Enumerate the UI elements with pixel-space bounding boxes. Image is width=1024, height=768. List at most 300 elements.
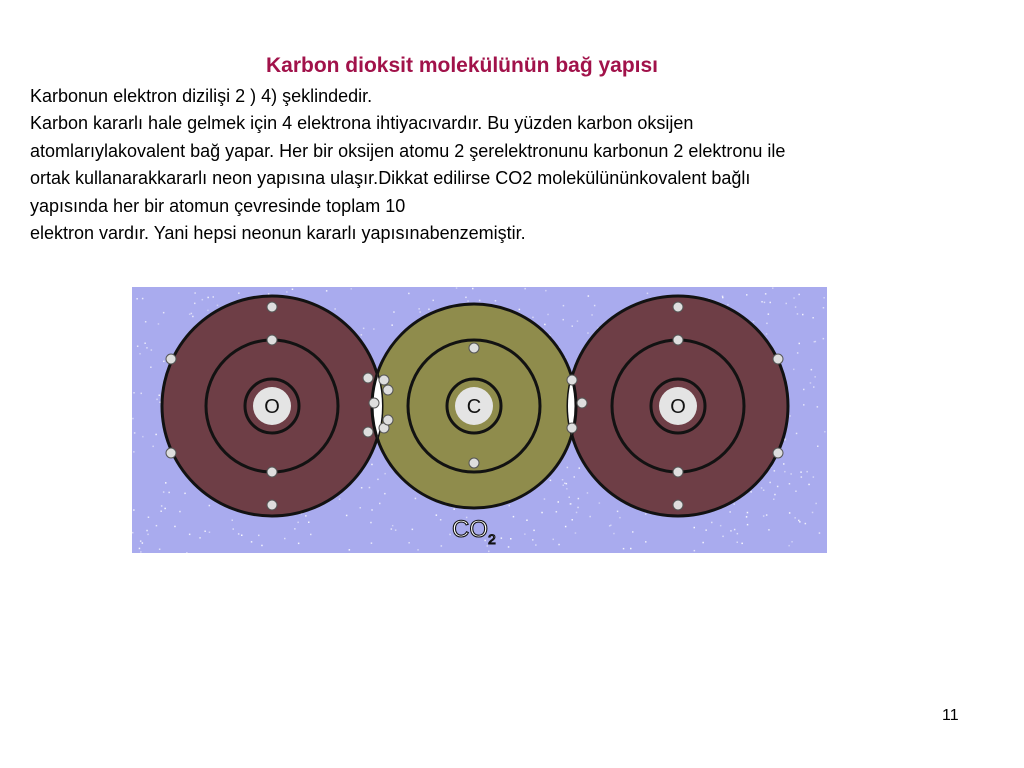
speckle-dot (587, 492, 589, 494)
speckle-dot (784, 471, 786, 473)
speckle-dot (286, 291, 288, 293)
speckle-dot (371, 509, 373, 511)
speckle-dot (146, 530, 148, 532)
speckle-dot (199, 537, 201, 539)
speckle-dot (761, 301, 763, 303)
speckle-dot (524, 533, 526, 535)
speckle-dot (194, 303, 196, 305)
electron-dot (673, 500, 683, 510)
speckle-dot (802, 314, 804, 316)
speckle-dot (550, 480, 552, 482)
speckle-dot (297, 522, 299, 524)
speckle-dot (163, 491, 165, 493)
speckle-dot (800, 471, 802, 473)
slide-title: Karbon dioksit molekülünün bağ yapısı (265, 54, 659, 77)
speckle-dot (547, 314, 549, 316)
speckle-dot (824, 431, 826, 433)
speckle-dot (133, 451, 135, 453)
speckle-dot (796, 433, 798, 435)
electron-dot (567, 423, 577, 433)
speckle-dot (789, 483, 791, 485)
speckle-dot (799, 343, 801, 345)
speckle-dot (436, 514, 438, 516)
speckle-dot (545, 290, 547, 292)
speckle-dot (812, 512, 814, 514)
electron-dot (469, 458, 479, 468)
speckle-dot (384, 473, 386, 475)
speckle-dot (791, 541, 793, 543)
speckle-dot (408, 293, 410, 295)
speckle-dot (155, 434, 157, 436)
speckle-dot (526, 520, 528, 522)
speckle-dot (142, 298, 144, 300)
speckle-dot (379, 503, 381, 505)
electron-dot (567, 375, 577, 385)
speckle-dot (186, 552, 188, 553)
speckle-dot (164, 508, 166, 510)
speckle-dot (142, 542, 144, 544)
speckle-dot (591, 314, 593, 316)
speckle-dot (204, 531, 206, 533)
speckle-dot (363, 328, 365, 330)
speckle-dot (133, 392, 135, 394)
speckle-dot (795, 491, 797, 493)
speckle-dot (159, 395, 161, 397)
speckle-dot (722, 536, 724, 538)
speckle-dot (790, 473, 792, 475)
speckle-dot (777, 486, 779, 488)
speckle-dot (746, 516, 748, 518)
speckle-dot (819, 532, 821, 534)
speckle-dot (472, 288, 474, 290)
electron-dot (267, 500, 277, 510)
speckle-dot (817, 446, 819, 448)
speckle-dot (488, 551, 490, 553)
text-line-3: atomlarıylakovalent bağ yapar. Her bir oksijen atomu 2 şerelektronunu karbonun 2 elektronu ile (30, 140, 786, 161)
carbon-symbol: C (466, 396, 482, 418)
text-line-2: Karbon kararlı hale gelmek için 4 elektrona ihtiyacıvardır. Bu yüzden karbon oksijen (30, 113, 694, 134)
speckle-dot (567, 467, 569, 469)
speckle-dot (766, 323, 768, 325)
speckle-dot (433, 300, 435, 302)
speckle-dot (453, 508, 455, 510)
speckle-dot (467, 300, 469, 302)
speckle-dot (576, 512, 578, 514)
speckle-dot (617, 511, 619, 512)
speckle-dot (797, 352, 799, 354)
speckle-dot (619, 517, 621, 519)
speckle-dot (339, 498, 341, 500)
electron-dot (166, 448, 176, 458)
speckle-dot (417, 549, 419, 551)
speckle-dot (579, 467, 581, 469)
speckle-dot (817, 406, 819, 408)
speckle-dot (772, 287, 774, 289)
speckle-dot (572, 519, 574, 521)
speckle-dot (575, 532, 577, 534)
speckle-dot (599, 502, 601, 504)
speckle-dot (786, 303, 788, 305)
speckle-dot (803, 404, 805, 406)
speckle-dot (793, 297, 795, 299)
speckle-dot (761, 487, 763, 489)
speckle-dot (746, 294, 748, 296)
speckle-dot (418, 308, 420, 310)
speckle-dot (133, 509, 135, 511)
speckle-dot (645, 541, 647, 543)
speckle-dot (544, 324, 546, 326)
speckle-dot (806, 471, 808, 473)
speckle-dot (609, 525, 611, 527)
speckle-dot (326, 290, 328, 292)
body-text (30, 83, 1000, 247)
electron-dot (673, 302, 683, 312)
speckle-dot (789, 415, 791, 417)
speckle-dot (238, 292, 240, 294)
speckle-dot (308, 522, 310, 524)
text-line-5: yapısında her bir atomun çevresinde toplam 10 (30, 195, 406, 216)
speckle-dot (722, 296, 724, 298)
speckle-dot (741, 543, 743, 545)
speckle-dot (174, 526, 176, 528)
speckle-dot (351, 288, 353, 290)
speckle-dot (647, 293, 649, 295)
speckle-dot (544, 498, 546, 500)
speckle-dot (184, 493, 186, 495)
electron-dot (379, 375, 389, 385)
speckle-dot (139, 548, 141, 550)
speckle-dot (569, 497, 571, 499)
speckle-dot (799, 521, 801, 523)
speckle-dot (163, 361, 165, 363)
speckle-dot (705, 529, 707, 531)
electron-dot (773, 354, 783, 364)
speckle-dot (393, 311, 395, 313)
speckle-dot (217, 305, 219, 307)
speckle-dot (415, 498, 417, 500)
speckle-dot (815, 503, 817, 505)
speckle-dot (141, 393, 143, 395)
speckle-dot (577, 507, 579, 509)
speckle-dot (563, 305, 565, 307)
speckle-dot (140, 551, 142, 553)
speckle-dot (213, 296, 215, 298)
speckle-dot (632, 531, 634, 533)
speckle-dot (408, 542, 410, 544)
electron-dot (267, 467, 277, 477)
speckle-dot (361, 487, 363, 489)
speckle-dot (146, 347, 148, 349)
speckle-dot (773, 499, 775, 501)
speckle-dot (391, 528, 393, 530)
speckle-dot (813, 386, 815, 388)
speckle-dot (768, 313, 770, 315)
speckle-dot (594, 305, 596, 307)
speckle-dot (147, 534, 149, 536)
speckle-dot (558, 501, 560, 503)
speckle-dot (298, 543, 300, 545)
formula-subscript: 2 (488, 531, 496, 547)
electron-dot (469, 343, 479, 353)
electron-dot (363, 373, 373, 383)
speckle-dot (524, 288, 526, 290)
speckle-dot (793, 369, 795, 371)
speckle-dot (258, 535, 260, 537)
electron-dot (267, 335, 277, 345)
speckle-dot (763, 490, 765, 492)
speckle-dot (808, 484, 810, 486)
speckle-dot (578, 498, 580, 500)
speckle-dot (261, 545, 263, 547)
speckle-dot (384, 493, 386, 495)
speckle-dot (373, 328, 375, 330)
speckle-dot (361, 334, 363, 336)
speckle-dot (711, 522, 713, 524)
speckle-dot (346, 515, 348, 517)
speckle-dot (797, 313, 799, 315)
speckle-dot (159, 549, 161, 551)
speckle-dot (734, 529, 736, 531)
speckle-dot (750, 491, 752, 493)
speckle-dot (623, 548, 625, 550)
speckle-dot (798, 294, 800, 296)
speckle-dot (508, 546, 510, 548)
speckle-dot (360, 507, 362, 509)
speckle-dot (556, 511, 558, 513)
speckle-dot (566, 483, 568, 485)
speckle-dot (441, 545, 443, 547)
speckle-dot (805, 523, 807, 525)
speckle-dot (428, 309, 430, 311)
speckle-dot (510, 538, 512, 540)
speckle-dot (440, 519, 442, 521)
speckle-dot (163, 312, 165, 314)
speckle-dot (161, 505, 163, 507)
speckle-dot (189, 534, 191, 536)
electron-dot (383, 415, 393, 425)
text-line-4: ortak kullanarakkararlı neon yapısına ulaşır.Dikkat edilirse CO2 molekülününkovalent bağlı (30, 168, 751, 189)
speckle-dot (179, 511, 181, 513)
formula-main: CO (452, 516, 488, 543)
speckle-dot (823, 307, 825, 309)
page-number: 11 (942, 707, 959, 724)
speckle-dot (558, 544, 560, 546)
speckle-dot (766, 333, 768, 335)
speckle-dot (292, 289, 294, 291)
speckle-dot (815, 341, 817, 343)
speckle-dot (207, 310, 209, 312)
speckle-dot (753, 321, 755, 323)
right-oxygen-symbol: O (670, 396, 686, 418)
speckle-dot (294, 528, 296, 530)
speckle-dot (630, 548, 632, 550)
speckle-dot (412, 529, 414, 531)
speckle-dot (572, 325, 574, 327)
speckle-dot (566, 488, 568, 490)
speckle-dot (419, 311, 421, 313)
speckle-dot (694, 527, 696, 529)
speckle-dot (284, 538, 286, 540)
speckle-dot (391, 324, 393, 326)
speckle-dot (168, 492, 170, 494)
speckle-dot (727, 304, 729, 306)
speckle-dot (803, 389, 805, 391)
speckle-dot (737, 542, 739, 544)
speckle-dot (774, 470, 776, 472)
speckle-dot (209, 532, 211, 534)
speckle-dot (194, 292, 196, 294)
co2-bond-diagram (132, 287, 827, 553)
speckle-dot (747, 512, 749, 514)
electron-dot (166, 354, 176, 364)
speckle-dot (810, 382, 812, 384)
speckle-dot (371, 542, 373, 544)
speckle-dot (132, 532, 134, 534)
text-line-1: Karbonun elektron dizilişi 2 ) 4) şeklindedir. (30, 86, 373, 106)
speckle-dot (513, 516, 515, 518)
speckle-dot (570, 503, 572, 505)
speckle-dot (150, 367, 152, 369)
speckle-dot (334, 308, 336, 310)
speckle-dot (564, 483, 566, 485)
speckle-dot (814, 376, 816, 378)
electron-dot (577, 398, 587, 408)
speckle-dot (589, 516, 591, 518)
electron-dot (383, 385, 393, 395)
speckle-dot (553, 539, 555, 541)
speckle-dot (310, 534, 312, 536)
electron-dot (673, 467, 683, 477)
speckle-dot (783, 463, 785, 465)
speckle-dot (377, 479, 379, 481)
speckle-dot (369, 487, 371, 489)
speckle-dot (449, 534, 451, 536)
speckle-dot (241, 535, 243, 537)
speckle-dot (207, 297, 209, 299)
speckle-dot (371, 464, 373, 466)
speckle-dot (479, 300, 481, 302)
text-line-6: elektron vardır. Yani hepsi neonun kararlı yapısınabenzemiştir. (30, 223, 526, 244)
speckle-dot (734, 503, 736, 505)
speckle-dot (238, 533, 240, 535)
speckle-dot (395, 529, 397, 531)
speckle-dot (774, 494, 776, 496)
speckle-dot (501, 537, 503, 539)
speckle-dot (189, 314, 191, 316)
speckle-dot (191, 313, 193, 315)
speckle-dot (737, 533, 739, 535)
speckle-dot (770, 302, 772, 304)
speckle-dot (456, 287, 458, 289)
electron-dot (369, 398, 379, 408)
speckle-dot (139, 353, 141, 355)
speckle-dot (562, 479, 564, 481)
speckle-dot (532, 539, 534, 541)
speckle-dot (349, 549, 351, 551)
speckle-dot (465, 297, 467, 299)
electron-dot (363, 427, 373, 437)
speckle-dot (794, 517, 796, 519)
speckle-dot (140, 540, 142, 542)
speckle-dot (148, 517, 150, 519)
speckle-dot (202, 299, 204, 301)
speckle-dot (541, 512, 543, 514)
speckle-dot (577, 320, 579, 322)
speckle-dot (268, 293, 270, 295)
electron-dot (673, 335, 683, 345)
speckle-dot (587, 332, 589, 334)
speckle-dot (233, 528, 235, 530)
speckle-dot (765, 293, 767, 295)
speckle-dot (232, 520, 234, 522)
speckle-dot (763, 515, 765, 517)
speckle-dot (152, 446, 154, 448)
speckle-dot (532, 317, 534, 319)
speckle-dot (535, 544, 537, 546)
speckle-dot (730, 530, 732, 532)
speckle-dot (145, 321, 147, 323)
speckle-dot (588, 295, 590, 297)
speckle-dot (823, 338, 825, 340)
speckle-dot (495, 300, 497, 302)
speckle-dot (132, 418, 134, 420)
speckle-dot (613, 533, 615, 535)
electron-dot (267, 302, 277, 312)
electron-dot (773, 448, 783, 458)
speckle-dot (764, 302, 766, 304)
speckle-dot (729, 511, 731, 513)
speckle-dot (565, 526, 567, 528)
left-oxygen-symbol: O (264, 396, 280, 418)
speckle-dot (702, 542, 704, 544)
speckle-dot (694, 550, 696, 552)
speckle-dot (563, 319, 565, 321)
speckle-dot (519, 309, 521, 311)
speckle-dot (142, 436, 144, 438)
speckle-dot (720, 525, 722, 527)
speckle-dot (766, 514, 768, 516)
speckle-dot (769, 482, 771, 484)
speckle-dot (370, 522, 372, 524)
speckle-dot (789, 512, 791, 514)
speckle-dot (801, 476, 803, 478)
speckle-dot (813, 476, 815, 478)
speckle-dot (768, 529, 770, 531)
speckle-dot (156, 525, 158, 527)
speckle-dot (209, 505, 211, 507)
speckle-dot (192, 316, 194, 318)
speckle-dot (509, 505, 511, 507)
speckle-dot (788, 545, 790, 547)
speckle-dot (151, 349, 153, 351)
speckle-dot (158, 323, 160, 325)
speckle-dot (156, 399, 158, 401)
speckle-dot (137, 346, 139, 348)
speckle-dot (392, 525, 394, 527)
speckle-dot (823, 297, 825, 299)
speckle-dot (305, 515, 307, 517)
speckle-dot (812, 317, 814, 319)
speckle-dot (136, 298, 138, 300)
speckle-dot (747, 524, 749, 526)
speckle-dot (251, 541, 253, 543)
speckle-dot (811, 369, 813, 371)
speckle-dot (574, 476, 576, 478)
speckle-dot (144, 343, 146, 345)
speckle-dot (645, 513, 647, 515)
speckle-dot (795, 306, 797, 308)
speckle-dot (563, 485, 565, 487)
